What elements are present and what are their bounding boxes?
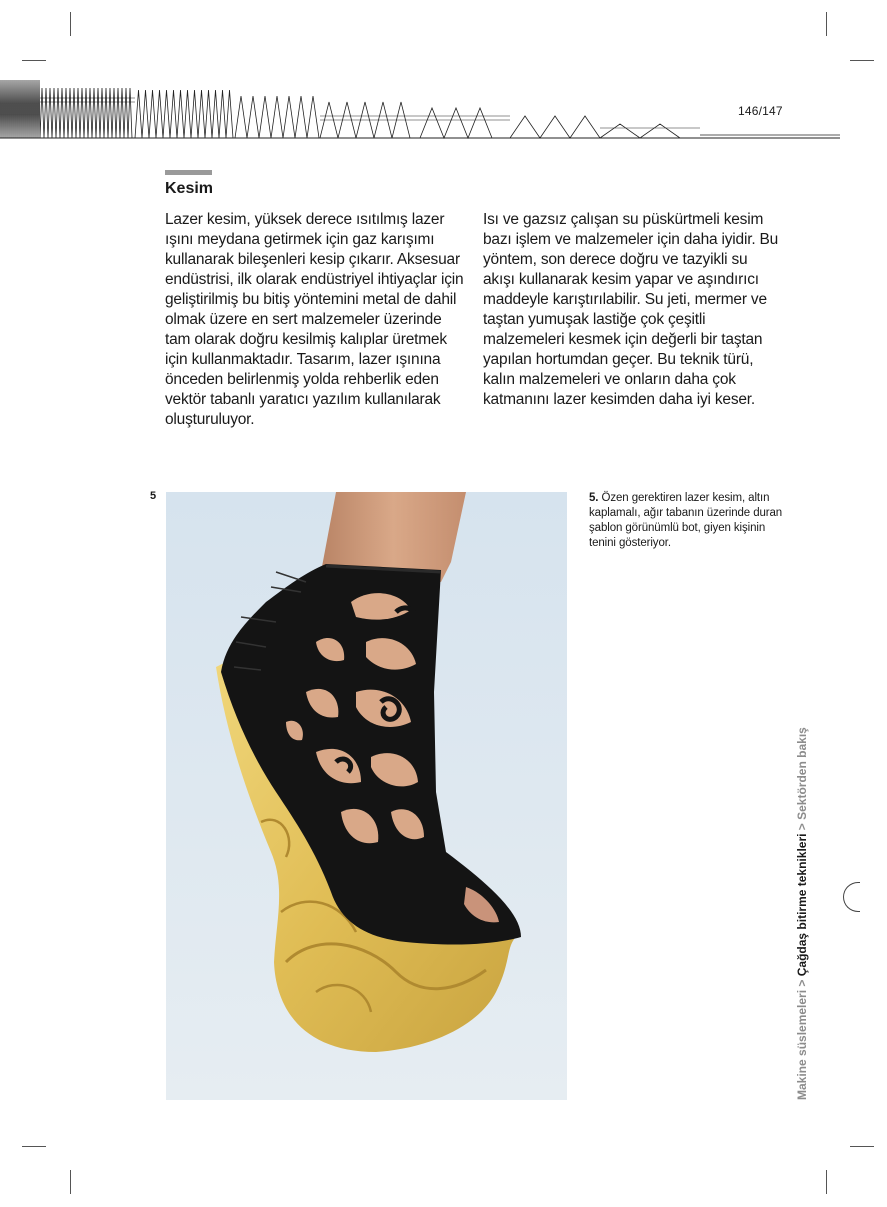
caption-text: Özen gerektiren lazer kesim, altın kaplamalı, ağır tabanın üzerinde duran şablon görünümlü bot, giyen kişinin tenini gösteriyor. — [589, 492, 783, 549]
page-number: 146/147 — [738, 104, 783, 118]
crop-mark — [22, 60, 46, 61]
breadcrumb-part-1: Makine süslemeleri > — [795, 976, 809, 1100]
caption-number: 5. — [589, 492, 599, 504]
crop-mark — [826, 12, 827, 36]
chapter-breadcrumb — [795, 727, 809, 1100]
figure-caption — [589, 491, 789, 551]
crop-mark — [70, 12, 71, 36]
crop-mark — [850, 60, 874, 61]
figure-number: 5 — [150, 490, 157, 502]
breadcrumb-current: Çağdaş bitirme teknikleri — [795, 833, 809, 977]
figure-photo-boot — [166, 492, 567, 1100]
section-heading: Kesim — [165, 180, 214, 197]
body-paragraph-left: Lazer kesim, yüksek derece ısıtılmış lazer ışını meydana getirmek için gaz karışımı kullanarak bileşenleri kesip çıkarır. Aksesuar endüstrisi, ilk olarak endüstriyel ihtiyaçlar için geliştirilmiş bu bitiş yöntemini metal de dahil olmak üzere en sert malzemeler üzerinde tam olarak doğru kesilmiş kalıplar üretmek için kullanmaktadır. Tasarım, lazer ışınına önceden belirlenmiş yolda rehberlik eden vektör tabanlı yaratıcı yazılım kullanılarak oluşturuluyor. — [165, 211, 464, 428]
zigzag-line — [0, 80, 680, 138]
body-paragraph-right: Isı ve gazsız çalışan su püskürtmeli kesim bazı işlem ve malzemeler için daha iyidir. Bu yöntem, son derece doğru ve tazyikli su akışı kullanarak kesim yapar ve aşındırıcı maddeyle karıştırılabilir. Su jeti, mermer ve taştan yumuşak lastiğe çok çeşitli malzemeleri kesmek için değerli bir taştan yapılan hortumdan geçer. Bu teknik türü, kalın malzemeleri ve onların daha çok katmanını lazer kesimden daha iyi keser. — [483, 211, 779, 408]
crop-mark — [70, 1170, 71, 1194]
thumb-tab-marker — [843, 882, 860, 912]
crop-mark — [826, 1170, 827, 1194]
crop-mark — [850, 1146, 874, 1147]
breadcrumb-part-3: > Sektörden bakış — [795, 727, 809, 834]
crop-mark — [22, 1146, 46, 1147]
heading-accent-bar — [165, 170, 212, 175]
